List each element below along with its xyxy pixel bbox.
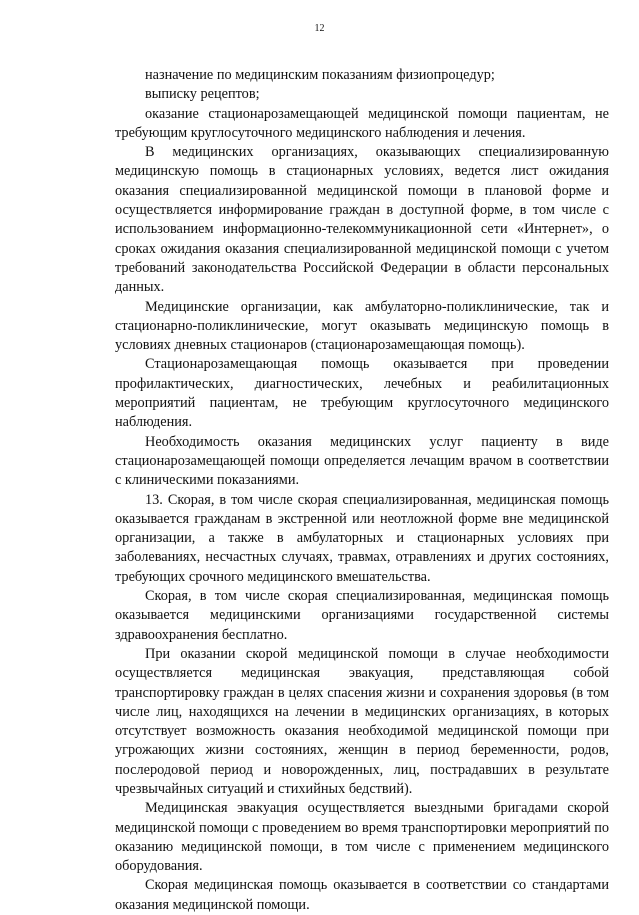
paragraph-necessity-determined: Необходимость оказания медицинских услуг пациенту в виде стационарозамещающей помощи определяется лечащим врачом в соответствии с клиническими показаниями.	[115, 433, 609, 489]
paragraph-waiting-list: В медицинских организациях, оказывающих специализированную медицинскую помощь в стационарных условиях, ведется лист ожидания оказания специализированной медицинской помощи в плановой форме и осуществляется информирование граждан в доступной форме, в том числе с использованием информационно-телекоммуникационной сети «Интернет», о сроках ожидания оказания специализированной медицинской помощи с учетом требований законодательства Российской Федерации в области персональных данных.	[115, 144, 609, 296]
paragraph-medical-evacuation: При оказании скорой медицинской помощи в случае необходимости осуществляется медицинская эвакуация, представляющая собой транспортировку граждан в целях спасения жизни и сохранения здоровья (в том числе лиц, находящихся на лечении в медицинских организациях, в которых отсутствует возможность оказания необходимой медицинской помощи при угрожающих жизни состояниях, женщин в период беременности, родов, послеродовой период и новорожденных, лиц, пострадавших в результате чрезвычайных ситуаций и стихийных бедствий).	[115, 645, 609, 797]
page-number: 12	[314, 23, 325, 34]
paragraph-day-hospitals: Медицинские организации, как амбулаторно-поликлинические, так и стационарно-поликлинические, могут оказывать медицинскую помощь в условиях дневных стационаров (стационарозамещающая помощь).	[115, 298, 609, 354]
paragraph-physio: назначение по медицинским показаниям физиопроцедур;	[145, 67, 495, 83]
document-body	[115, 66, 609, 915]
paragraph-evacuation-teams: Медицинская эвакуация осуществляется выездными бригадами скорой медицинской помощи с проведением во время транспортировки мероприятий по оказанию медицинской помощи, в том числе с применением медицинского оборудования.	[115, 800, 609, 875]
paragraph-prescriptions: выписку рецептов;	[145, 86, 260, 103]
paragraph-standards: Скорая медицинская помощь оказывается в соответствии со стандартами оказания медицинской помощи.	[115, 877, 609, 913]
paragraph-inpatient-substitute-care: оказание стационарозамещающей медицинской помощи пациентам, не требующим круглосуточного медицинского наблюдения и лечения.	[115, 105, 609, 141]
paragraph-substitute-care-provided: Стационарозамещающая помощь оказывается при проведении профилактических, диагностических, лечебных и реабилитационных мероприятий пациентам, не требующим круглосуточного медицинского наблюдения.	[115, 356, 609, 431]
paragraph-emergency-free: Скорая, в том числе скорая специализированная, медицинская помощь оказывается медицинскими организациями государственной системы здравоохранения бесплатно.	[115, 588, 609, 643]
paragraph-section-13-emergency: 13. Скорая, в том числе скорая специализированная, медицинская помощь оказывается гражданам в экстренной или неотложной форме вне медицинской организации, а также в амбулаторных и стационарных условиях при заболеваниях, несчастных случаях, травмах, отравлениях и других состояниях, требующих срочного медицинского вмешательства.	[115, 491, 609, 585]
